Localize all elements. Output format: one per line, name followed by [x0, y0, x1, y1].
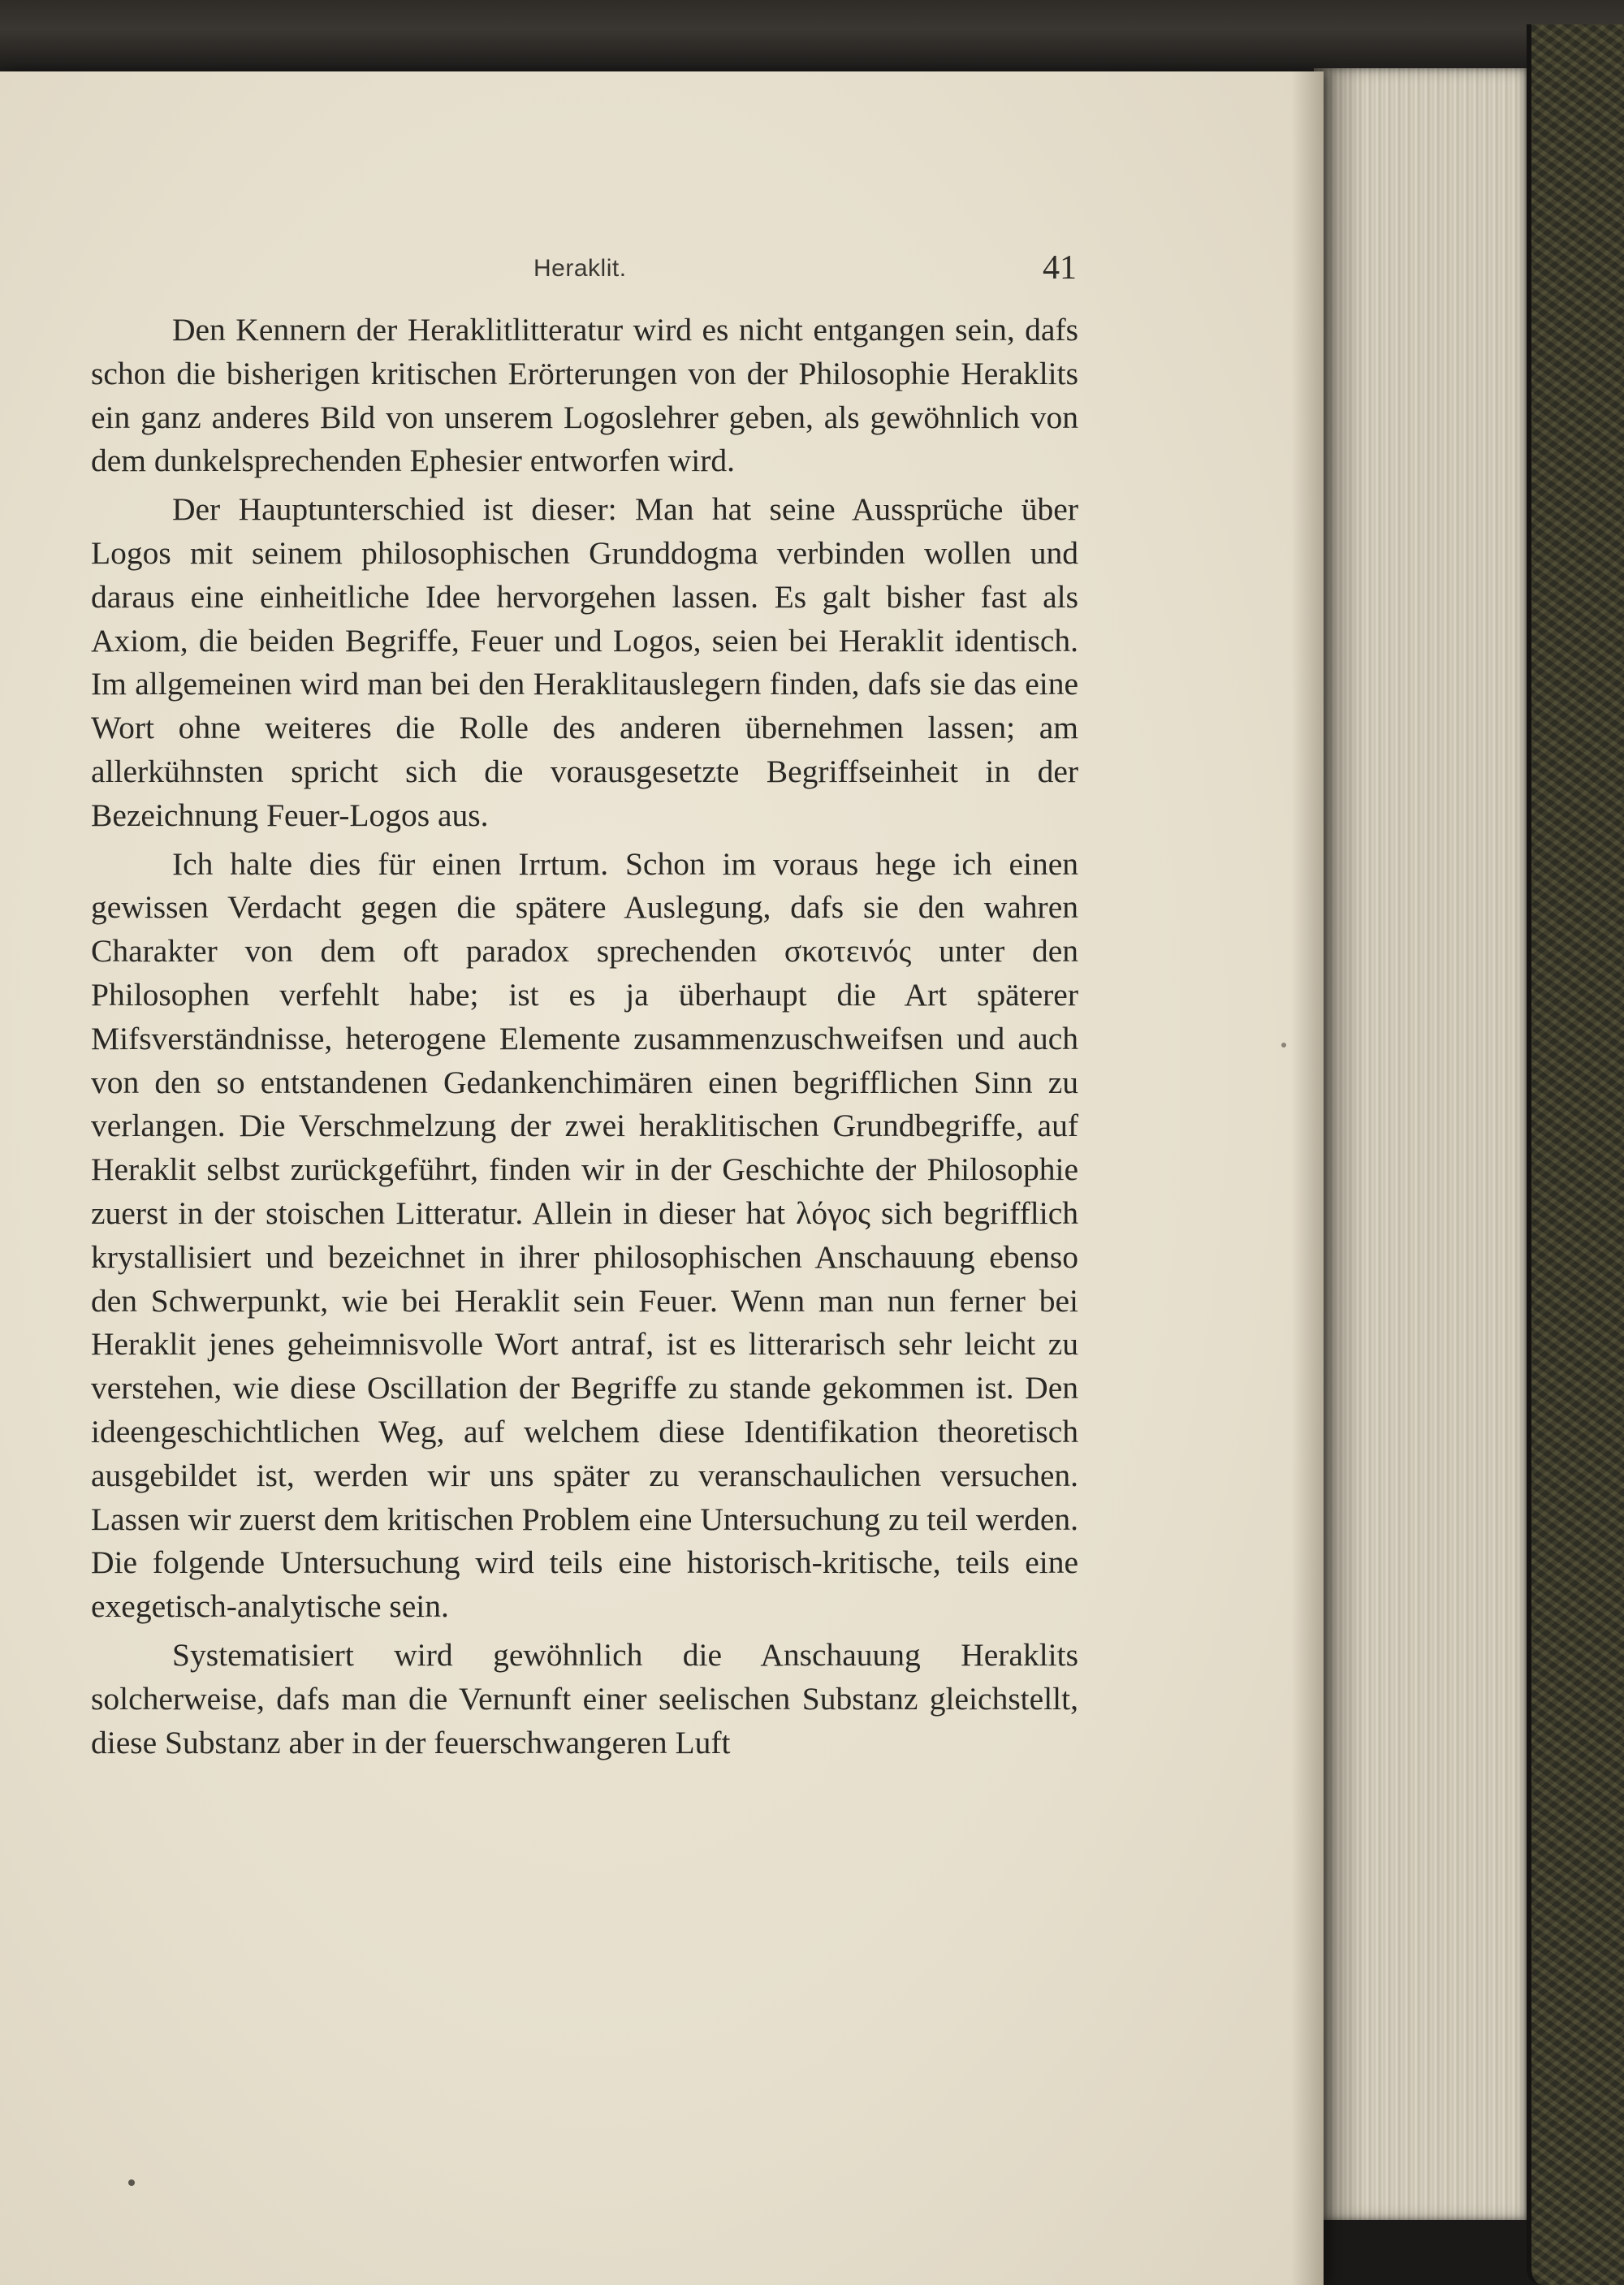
body-text — [91, 309, 1078, 1765]
paragraph-1: Den Kennern der Heraklitlitteratur wird es nicht entgangen sein, dafs schon die bisherigen kritischen Erörterungen von der Philosophie Heraklits ein ganz anderes Bild von unserem Logoslehrer geben, als gewöhnlich von dem dunkelsprechenden Ephesier entworfen wird. — [91, 312, 1078, 479]
page-speck — [128, 2179, 135, 2186]
page-number: 41 — [1043, 249, 1077, 287]
paragraph-4: Systematisiert wird gewöhnlich die Anschauung Heraklits solcherweise, dafs man die Vernunft einer seelischen Substanz gleichstellt, diese Substanz aber in der feuerschwangeren Luft — [91, 1636, 1078, 1760]
running-head — [0, 248, 1080, 305]
paragraph-3: Ich halte dies für einen Irrtum. Schon im voraus hege ich einen gewissen Verdacht gegen die spätere Auslegung, dafs sie den wahren Charakter von dem oft paradox sprechenden σκοτεινός unter den Philosophen verfehlt habe; ist es ja überhaupt die Art späterer Mifsverständnisse, heterogene Elemente zusammenzuschweifsen und auch von den so entstandenen Gedankenchimären einen begrifflichen Sinn zu verlangen. Die Verschmelzung der zwei heraklitischen Grundbegriffe, auf Heraklit selbst zurückgeführt, finden wir in der Geschichte der Philosophie zuerst in der stoischen Litteratur. Allein in dieser hat λόγος sich begrifflich krystallisiert und bezeichnet in ihrer philosophischen Anschauung ebenso den Schwerpunkt, wie bei Heraklit sein Feuer. Wenn man nun ferner bei Heraklit jenes geheimnisvolle Wort antraf, ist es litterarisch sehr leicht zu verstehen, wie diese Oscillation der Begriffe zu stande gekommen ist. Den ideengeschichtlichen Weg, auf welchem diese Identifikation theoretisch ausgebildet ist, werden wir uns später zu veranschaulichen versuchen. Lassen wir zuerst dem kritischen Problem eine Untersuchung zu teil werden. Die folgende Untersuchung wird teils eine historisch-kritische, teils eine exegetisch-analytische sein. — [91, 845, 1078, 1625]
running-head-title: Heraklit. — [533, 255, 627, 282]
book-top-edge — [0, 0, 1624, 73]
page-stack-edge — [1314, 68, 1527, 2220]
book-page — [0, 71, 1324, 2285]
page-speck — [1281, 1043, 1286, 1047]
paragraph-2: Der Hauptunterschied ist dieser: Man hat seine Aussprüche über Logos mit seinem philosophischen Grunddogma verbinden wollen und daraus eine einheitliche Idee hervorgehen lassen. Es galt bisher fast als Axiom, die beiden Begriffe, Feuer und Logos, seien bei Heraklit identisch. Im allgemeinen wird man bei den Heraklitauslegern finden, dafs sie das eine Wort ohne weiteres die Rolle des anderen übernehmen lassen; am allerkühnsten spricht sich die vorausgesetzte Begriffseinheit in der Bezeichnung Feuer-Logos aus. — [91, 491, 1078, 833]
marbled-book-cover — [1527, 24, 1624, 2285]
